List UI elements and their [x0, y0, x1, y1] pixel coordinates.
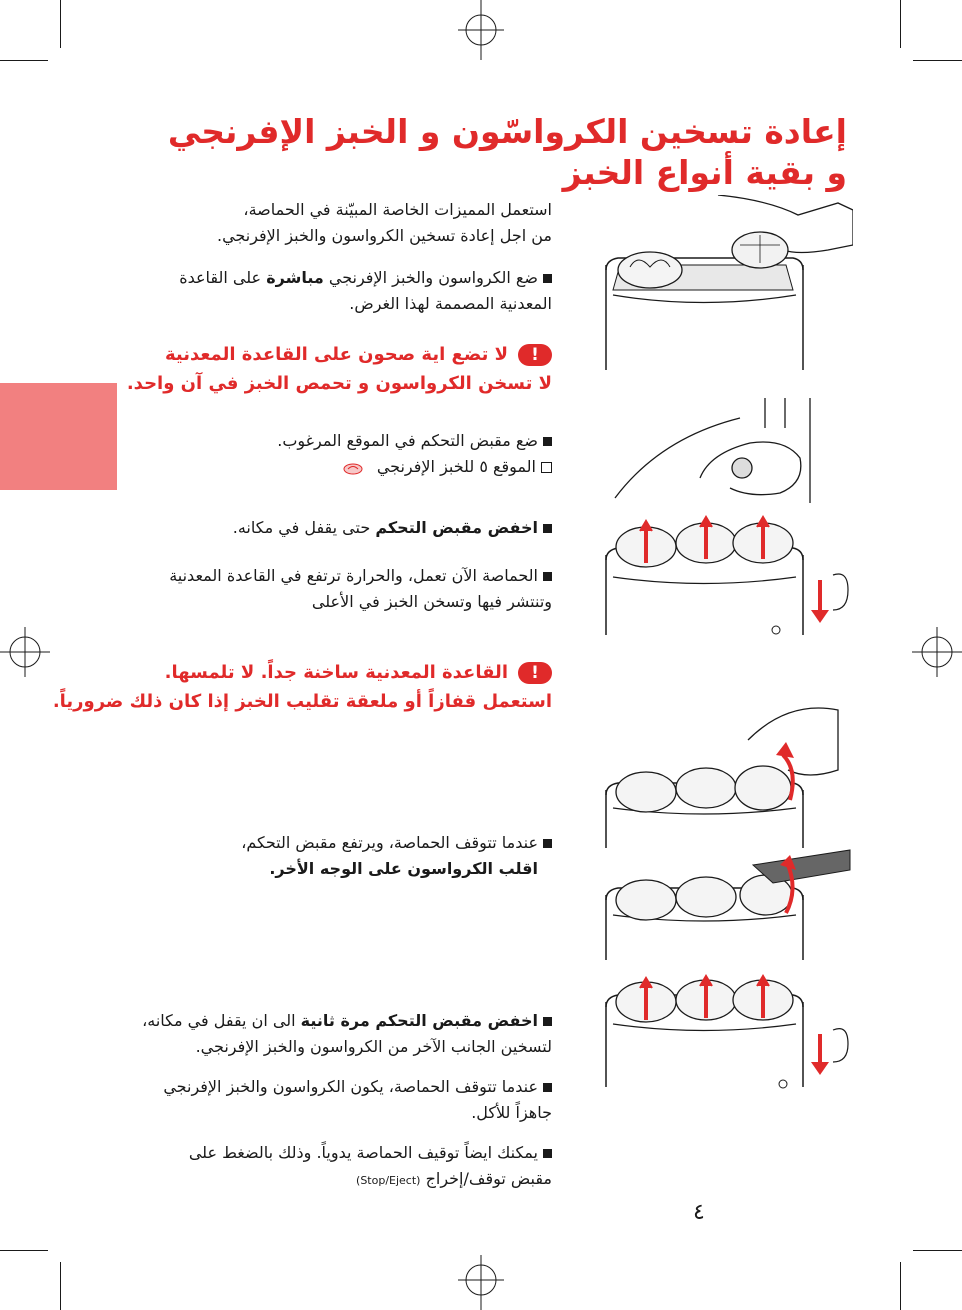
step-lower-control	[82, 515, 552, 541]
illustration-flip-tongs	[598, 845, 853, 960]
warning-icon: !	[518, 662, 552, 684]
bun-setting-icon	[342, 461, 364, 475]
step5-line1: عندما تتوقف الحماصة، ويرتفع مقبض التحكم،	[241, 833, 538, 852]
crop-mark	[0, 1250, 48, 1251]
crop-mark	[900, 1262, 901, 1310]
step-ready	[82, 1074, 552, 1126]
bullet-square-icon	[543, 524, 552, 533]
step8-line2-ar: مقبض توقف/إخراج	[425, 1169, 552, 1188]
crop-mark	[60, 0, 61, 48]
step8-line1: يمكنك ايضاً توقيف الحماصة يدوياً. وذلك بالضغط على	[188, 1143, 538, 1162]
registration-mark-right	[912, 627, 962, 677]
bullet-square-icon	[543, 572, 552, 581]
registration-mark-top	[458, 0, 504, 60]
bullet-square-icon	[543, 1083, 552, 1092]
crop-mark	[0, 60, 48, 61]
bullet-square-icon	[543, 839, 552, 848]
warning2-line2: استعمل قفازاً أو ملعقة تقليب الخبز إذا كان ذلك ضرورياً.	[52, 691, 552, 712]
step6-line2: لتسخين الجانب الآخر من الكرواسون والخبز الإفرنجي.	[195, 1037, 552, 1056]
intro-line1: استعمل المميزات الخاصة المبيّنة في الحماصة،	[243, 200, 552, 219]
stop-eject-label: (Stop/Eject)	[356, 1174, 421, 1187]
warning1-line2: لا تسخن الكرواسون و تحمص الخبز في آن واحد.	[126, 373, 552, 394]
page-title-line2: و بقية أنواع الخبز	[562, 153, 847, 192]
step-manual-stop	[82, 1140, 552, 1194]
step7-line1: عندما تتوقف الحماصة، يكون الكرواسون والخبز الإفرنجي	[163, 1077, 538, 1096]
illustration-control-knob	[610, 398, 845, 503]
bullet-square-icon	[543, 437, 552, 446]
bullet-square-icon	[543, 1017, 552, 1026]
crop-mark	[60, 1262, 61, 1310]
step-toaster-heating	[82, 563, 552, 615]
step4-line2: وتنتشر فيها وتسخن الخبز في الأعلى	[311, 592, 552, 611]
warning-hot-plate	[52, 658, 552, 716]
step1-bold: مباشرة	[266, 268, 324, 287]
illustration-heating-again	[598, 962, 853, 1097]
crop-mark	[913, 1250, 962, 1251]
intro-line2: من اجل إعادة تسخين الكرواسون والخبز الإفرنجي.	[216, 226, 552, 245]
page-title-line1: إعادة تسخين الكرواسّون و الخبز الإفرنجي	[167, 112, 847, 151]
step2-line1: ضع مقبض التحكم في الموقع المرغوب.	[277, 431, 538, 450]
registration-mark-bottom	[458, 1255, 504, 1310]
warning2-line1: القاعدة المعدنية ساخنة جداً. لا تلمسها.	[164, 662, 508, 683]
intro-paragraph	[82, 197, 552, 249]
step3-bold: اخفض مقبض التحكم	[375, 518, 538, 537]
bullet-square-icon	[543, 1149, 552, 1158]
warning1-line1: لا تضع اية صحون على القاعدة المعدنية	[164, 344, 508, 365]
step6-bold: اخفض مقبض التحكم مرة ثانية	[300, 1011, 538, 1030]
illustration-place-bread	[598, 195, 853, 375]
checkbox-square-icon	[541, 462, 552, 473]
step4-line1: الحماصة الآن تعمل، والحرارة ترتفع في القاعدة المعدنية	[169, 566, 538, 585]
warning-no-plates	[52, 340, 552, 398]
step2-line2: الموقع ٥ للخبز الإفرنجي	[376, 457, 536, 476]
step-lower-again	[82, 1008, 552, 1060]
step-set-control	[82, 428, 552, 480]
page-number: ٤	[693, 1200, 705, 1225]
step6-rest: الى ان يقفل في مكانه،	[142, 1011, 296, 1030]
step3-rest: حتى يقفل في مكانه.	[232, 518, 371, 537]
step1-suffix: على القاعدة	[179, 268, 262, 287]
step1-line2: المعدنية المصممة لهذا الغرض.	[349, 294, 552, 313]
step7-line2: جاهزاً للأكل.	[471, 1103, 552, 1122]
illustration-flip-hand	[598, 700, 853, 848]
step5-line2: اقلب الكرواسون على الوجه الأخر.	[269, 859, 538, 878]
warning-icon: !	[518, 344, 552, 366]
step-place-croissant	[82, 265, 552, 317]
bullet-square-icon	[543, 274, 552, 283]
crop-mark	[913, 60, 962, 61]
step-flip-croissant	[82, 830, 552, 882]
illustration-heating	[598, 515, 853, 645]
page-title	[168, 112, 847, 192]
step1-text: ضع الكرواسون والخبز الإفرنجي	[328, 268, 538, 287]
crop-mark	[900, 0, 901, 48]
registration-mark-left	[0, 627, 50, 677]
